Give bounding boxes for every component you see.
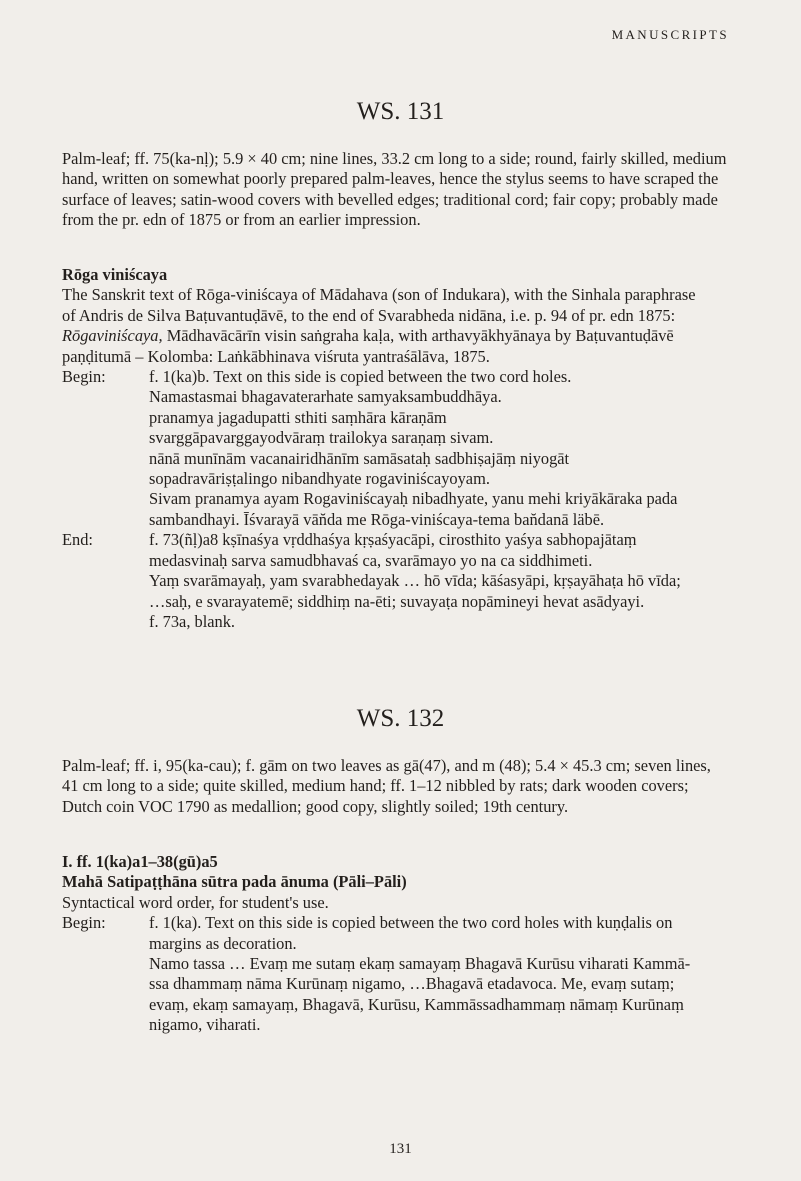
work-section-ws131 [62,265,742,632]
begin-line: margins as decoration. [149,933,297,953]
begin-label: Begin: [62,367,106,387]
begin-line: Sivam pranamya ayam Rogaviniścayaḥ nibadhyate, yanu mehi kriyākāraka pada [149,489,678,509]
begin-line: Namastasmai bhagavaterarhate samyaksambuddhāya. [149,387,502,407]
begin-line: Namo tassa … Evaṃ me sutaṃ ekaṃ samayaṃ Bhagavā Kurūsu viharati Kammā- [149,954,691,974]
section-label: I. [62,852,73,871]
begin-line: pranamya jagadupatti sthiti saṃhāra kāraṇām [149,407,447,427]
work-description-line: paṇḍitumā – Kolomba: Laṅkābhinava viśruta yantraśālāva, 1875. [62,346,490,366]
work-title: Mahā Satipaṭṭhāna sūtra pada ānuma (Pāli–Pāli) [62,872,407,892]
begin-line: f. 1(ka)b. Text on this side is copied between the two cord holes. [149,367,572,387]
work-section-ws132 [62,852,742,1036]
work-description-line: of Andris de Silva Baṭuvantuḍāvē, to the end of Svarabheda nidāna, i.e. p. 94 of pr. edn 1875: [62,305,676,325]
end-line: …saḥ, e svarayatemē; siddhiṃ na-ēti; suvayaṭa nopāmineyi hevat asādyayi. [149,591,645,611]
end-row [62,530,742,632]
begin-line: sambandhayi. Īśvarayā vān̆da me Rōga-viniścaya-tema ban̆danā läbē. [149,509,605,529]
end-label: End: [62,530,93,550]
begin-line: nigamo, viharati. [149,1015,261,1035]
begin-line: f. 1(ka). Text on this side is copied between the two cord holes with kuṇḍalis on [149,913,673,933]
entry-description-ws132 [62,756,742,817]
begin-line: svarggāpavarggayodvāraṃ trailokya saraṇaṃ sivam. [149,428,494,448]
begin-row [62,367,742,530]
begin-line: nānā munīnām vacanairidhānīm samāsataḥ sadbhiṣajāṃ niyogāt [149,448,570,468]
begin-line: sopadravāriṣṭalingo nibandhyate rogaviniścayoyam. [149,469,490,489]
begin-text [149,913,742,1035]
work-description-rest: Mādhavācārīn visin saṅgraha kaḷa, with arthavyākhyānaya by Baṭuvantuḍāvē [162,326,674,346]
work-description-line [62,326,742,346]
begin-label: Begin: [62,913,106,933]
begin-row [62,913,742,1035]
description-line: from the pr. edn of 1875 or from an earlier impression. [62,210,421,230]
page-number: 131 [389,1141,412,1157]
italic-title: Rōgaviniścaya, [62,326,163,346]
end-line: Yaṃ svarāmayaḥ, yam svarabhedayak … hō vīda; kāśasyāpi, kṛṣayāhaṭa hō vīda; [149,571,681,591]
description-line: Palm-leaf; ff. 75(ka-nḷ); 5.9 × 40 cm; nine lines, 33.2 cm long to a side; round, fairly skilled, medium [62,149,727,168]
running-head: MANUSCRIPTS [611,27,729,42]
begin-text [149,367,742,530]
end-line: medasvinaḥ sarva samudbhavaś ca, svarāmayo yo na ca siddhimeti. [149,550,593,570]
entry-description-ws131 [62,149,742,231]
description-line: Dutch coin VOC 1790 as medallion; good copy, slightly soiled; 19th century. [62,796,569,816]
section-range: ff. 1(ka)a1–38(gū)a5 [76,852,218,871]
description-line: 41 cm long to a side; quite skilled, medium hand; ff. 1–12 nibbled by rats; dark wooden covers; [62,776,689,796]
end-text [149,530,742,632]
work-title: Rōga viniścaya [62,265,168,284]
begin-line: ssa dhammaṃ nāma Kurūnaṃ nigamo, …Bhagavā etadavoca. Me, evaṃ sutaṃ; [149,974,675,994]
entry-title-ws132: WS. 132 [356,705,445,732]
work-description-line: The Sanskrit text of Rōga-viniścaya of Mādahava (son of Indukara), with the Sinhala paraphrase [62,285,696,305]
section-heading [62,852,742,872]
description-line: hand, written on somewhat poorly prepared palm-leaves, hence the stylus seems to have scraped the [62,169,719,189]
description-line: Palm-leaf; ff. i, 95(ka-cau); f. gām on two leaves as gā(47), and m (48); 5.4 × 45.3 cm; seven lines, [62,756,711,775]
end-line: f. 73(ñḷ)a8 kṣīnaśya vṛddhaśya kṛṣaśyacāpi, cirosthito yaśya sabhopajātaṃ [149,530,637,550]
description-line: surface of leaves; satin-wood covers with bevelled edges; traditional cord; fair copy; probably made [62,189,718,209]
work-description-line: Syntactical word order, for student's use. [62,892,329,912]
end-line: f. 73a, blank. [149,611,236,631]
entry-title-ws131: WS. 131 [356,98,445,125]
begin-line: evaṃ, ekaṃ samayaṃ, Bhagavā, Kurūsu, Kammāssadhammaṃ nāmaṃ Kurūnaṃ [149,994,684,1014]
